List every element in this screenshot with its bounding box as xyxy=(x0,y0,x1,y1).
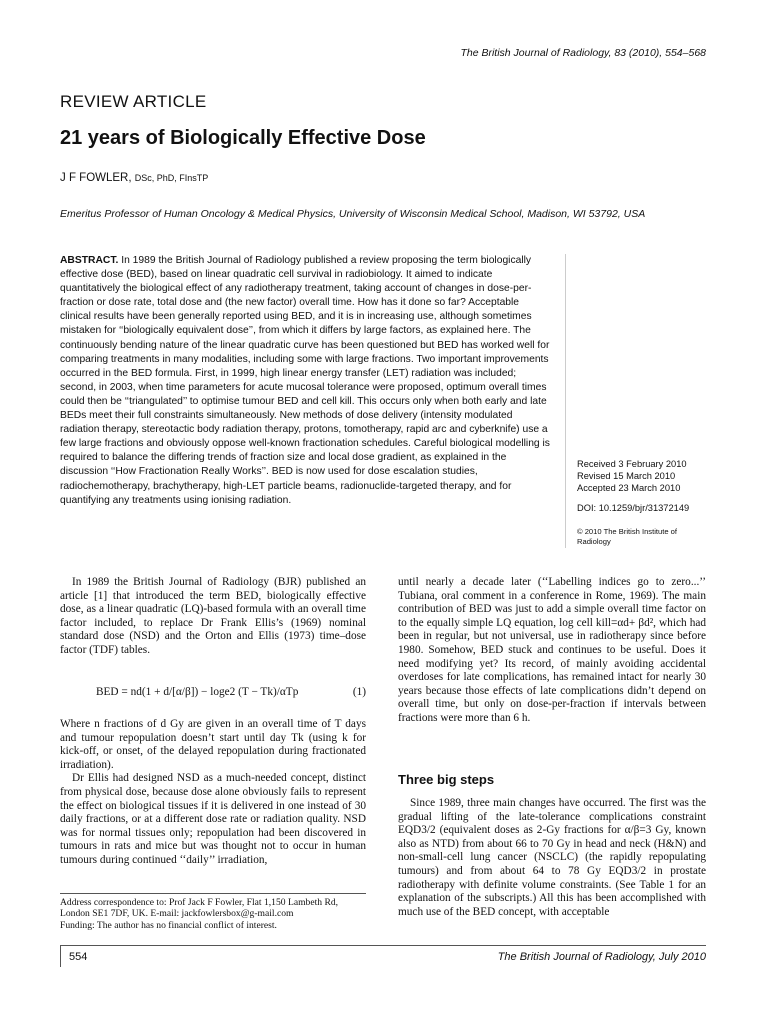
footer-divider xyxy=(60,945,706,946)
body-left-column-top xyxy=(60,576,366,658)
body-paragraph: In 1989 the British Journal of Radiology (BJR) published an article [1] that introduced the term BED, biologically effective dose, as a linear quadratic (LQ)-based formula with an overall time factor included, to replace Dr Frank Ellis’s (1969) nominal standard dose (NSD) and the Orton and Ellis (1973) time–dose factor (TDF) tables. xyxy=(60,576,366,656)
funding-statement: Funding: The author has no financial conflict of interest. xyxy=(60,919,277,931)
footnote xyxy=(60,897,366,931)
author-affiliation: Emeritus Professor of Human Oncology & Medical Physics, University of Wisconsin Medical School, Madison, WI 53792, USA xyxy=(60,208,646,220)
doi: DOI: 10.1259/bjr/31372149 xyxy=(577,503,690,513)
body-paragraph: until nearly a decade later (‘‘Labelling indices go to zero...’’ Tubiana, oral comment in a conference in Rome, 1969). The main contribution of BED was just to add a simple overall time factor on to the equally simple LQ equation, log cell kill=αd+ βd², which had been in regular, but not universal, use in radiotherapy since before 1980. Somehow, BED stuck and continues to be useful. Does it need modifying yet? Its record, of mainly avoiding accidental overdoses for late complications, has remained intact for nearly 30 years because those effects of late complications didn’t depend on overall time, but only on dose-per-fraction if intervals between fractions were more than 6 h. xyxy=(398,576,706,724)
revised-date: Revised 15 March 2010 xyxy=(577,470,676,481)
body-right-column-bottom xyxy=(398,797,706,919)
equation-number: (1) xyxy=(352,686,366,698)
abstract-text: In 1989 the British Journal of Radiology published a review proposing the term biologically effective dose (BED), based on linear quadratic cell survival in radiobiology. It aimed to indicate quantitatively the biological effect of any radiotherapy treatment, taking account of changes in dose-per-fraction or dose rate, total dose and (the new factor) overall time. How has it done so far? Acceptable clinical results have been generally reported using BED, and it is in increasing use, although sometimes mistaken for ‘‘biologically equivalent dose’’, from which it differs by large factors, as explained here. The continuously bending nature of the linear quadratic curve has been questioned but BED has worked well for comparing treatments in many modalities, including some with large fractions. Two important improvements occurred in the BED formula. First, in 1999, high linear energy transfer (LET) radiation was included; second, in 2003, when time parameters for acute mucosal tolerance were proposed, optimum overall times could then be ‘‘triangulated’’ to optimise tumour BED and cell kill. This occurs only when both early and late BEDs meet their full constraints simultaneously. New methods of dose delivery (intensity modulated radiation therapy, stereotactic body radiation therapy, protons, tomotherapy, rapid arc and cyberknife) use a few large fractions and obviously oppose well-known fractionation schedules. Careful biological modelling is required to balance the differing trends of fraction size and local dose gradient, as explained in the discussion ‘‘How Fractionation Really Works’’. BED is now used for dose escalation studies, radiochemotherapy, brachytherapy, high-LET particle beams, radionuclide-targeted therapy, and for quantifying any treatments using ionising radiation. xyxy=(60,255,550,506)
article-title: 21 years of Biologically Effective Dose xyxy=(60,127,426,149)
author-line xyxy=(60,172,208,184)
page-number: 554 xyxy=(69,951,88,963)
journal-citation-header: The British Journal of Radiology, 83 (2010), 554–568 xyxy=(460,47,706,59)
accepted-date: Accepted 23 March 2010 xyxy=(577,482,681,493)
body-paragraph: Dr Ellis had designed NSD as a much-needed concept, distinct from physical dose, because dose alone obviously fails to represent the effect on biological tissues if it is delivered in one instead of 30 daily fractions, or at a different dose rate or radiation quality. NSD was for normal tissues only; repopulation had been discovered in tumours in rats and mice but was thought not to occur in human tumours during continued ‘‘daily’’ irradiation, xyxy=(60,772,366,866)
body-right-column-top xyxy=(398,576,706,726)
footnote-divider xyxy=(60,893,366,894)
author-name: J F FOWLER, xyxy=(60,172,132,184)
article-type: REVIEW ARTICLE xyxy=(60,92,207,111)
body-left-column-bottom xyxy=(60,718,366,868)
section-heading: Three big steps xyxy=(398,772,495,787)
received-dates xyxy=(577,459,687,494)
footer-journal-issue: The British Journal of Radiology, July 2010 xyxy=(497,951,706,963)
footer-corner-rule xyxy=(60,945,61,967)
abstract-divider xyxy=(565,254,566,548)
author-degrees: DSc, PhD, FInsTP xyxy=(134,173,209,183)
body-paragraph: Since 1989, three main changes have occurred. The first was the gradual lifting of the late-tolerance complications constraint EQD3/2 (equivalent doses as 2-Gy fractions for α/β=3 Gy, known also as NTD) from about 66 to 70 Gy in head and neck (H&N) and non-small-cell lung cancer (NSCLC) (the rapidly repopulating tumours) and from about 64 to 78 Gy EQD3/2 in prostate radiotherapy with definite volume constraints. (See Table 1 for an explanation of the subscripts.) All this has been accomplished with much use of the BED concept, with acceptable xyxy=(398,797,706,918)
abstract xyxy=(60,254,552,508)
body-paragraph: Where n fractions of d Gy are given in an overall time of T days and tumour repopulation doesn’t start until day Tk (using k for kick-off, or onset, of the delayed repopulation during fractionated irradiation). xyxy=(60,718,366,771)
correspondence-address: Address correspondence to: Prof Jack F Fowler, Flat 1,150 Lambeth Rd, London SE1 7DF, UK. E-mail: jackfowlersbox@g-mail.com xyxy=(60,897,339,920)
abstract-label: ABSTRACT. xyxy=(60,255,119,266)
received-date: Received 3 February 2010 xyxy=(577,459,687,469)
equation-body: BED = nd(1 + d/[α/β]) − loge2 (T − Tk)/αTp xyxy=(96,686,299,698)
copyright: © 2010 The British Institute of Radiology xyxy=(577,527,678,546)
